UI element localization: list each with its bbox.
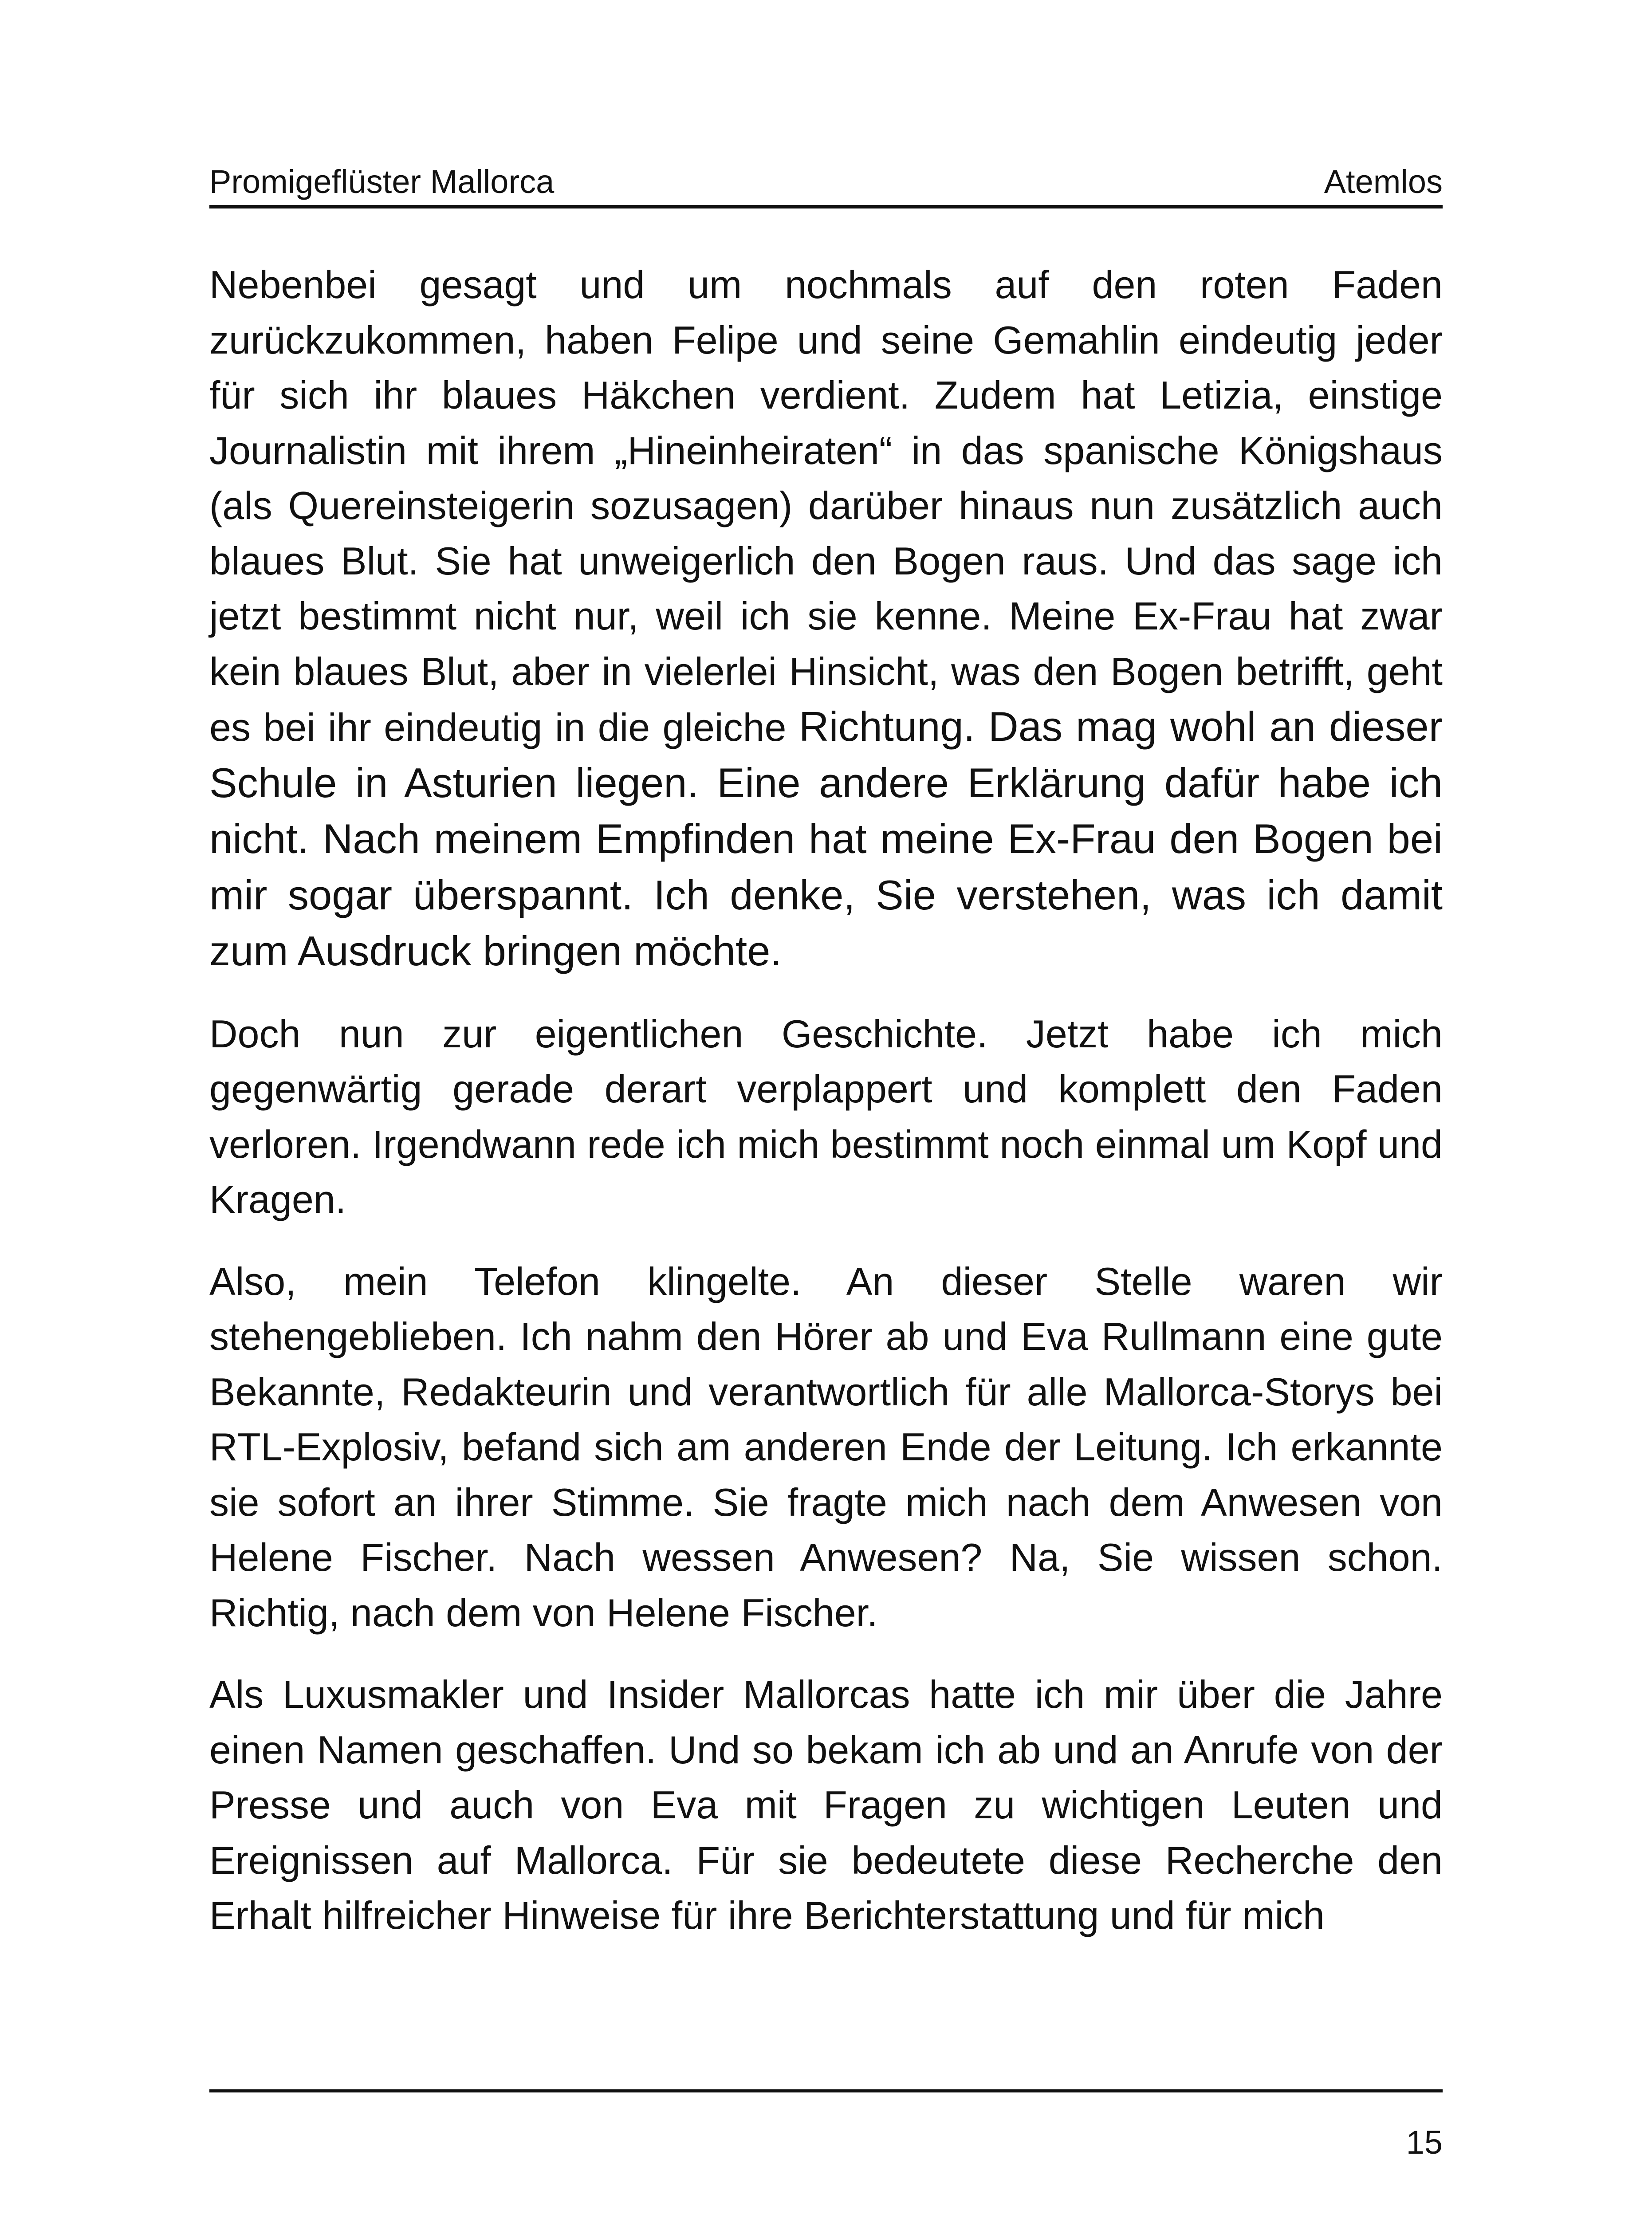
- header-book-title: Promigeflüster Mallorca: [209, 163, 555, 200]
- header-chapter-title: Atemlos: [1324, 163, 1443, 200]
- paragraph-1-part-2: Richtung. Das mag wohl an dieser Schule in Asturien liegen. Eine andere Erklärung dafür habe ich nicht. Nach meinem Empfinden hat meine Ex-Frau den Bogen bei mir sogar überspannt. Ich denke, Sie verstehen, was ich damit zum Ausdruck bringen möchte.: [209, 703, 1443, 974]
- paragraph-1-part-1: Nebenbei gesagt und um nochmals auf den roten Faden zurückzukommen, haben Felipe und seine Gemahlin eindeutig jeder für sich ihr blaues Häkchen verdient. Zudem hat Letizia, einstige Journalistin mit ihrem „Hineinheiraten“ in das spanische Königshaus (als Quereinsteigerin sozusagen) darüber hinaus nun zusätzlich auch blaues Blut. Sie hat unweigerlich den Bogen raus. Und das sage ich jetzt bestimmt nicht nur, weil ich sie kenne. Meine Ex-Frau hat zwar kein blaues Blut, aber in vielerlei Hinsicht, was den Bogen betrifft, geht es bei ihr eindeutig in die gleiche: [209, 263, 1443, 749]
- page-number: 15: [1406, 2124, 1443, 2161]
- header-divider: [209, 205, 1443, 208]
- running-header: [209, 151, 1443, 213]
- paragraph-1: [209, 257, 1443, 980]
- page-body: [209, 257, 1443, 1970]
- paragraph-4: Als Luxusmakler und Insider Mallorcas hatte ich mir über die Jahre einen Namen geschaffen. Und so bekam ich ab und an Anrufe von der Presse und auch von Eva mit Fragen zu wichtigen Leuten und Ereignissen auf Mallorca. Für sie bedeutete diese Recherche den Erhalt hilfreicher Hinweise für ihre Berichterstattung und für mich: [209, 1672, 1443, 1937]
- paragraph-3: Also, mein Telefon klingelte. An dieser Stelle waren wir stehengeblieben. Ich nahm den Hörer ab und Eva Rullmann eine gute Bekannte, Redakteurin und verantwortlich für alle Mallorca-Storys bei RTL-Explosiv, befand sich am anderen Ende der Leitung. Ich erkannte sie sofort an ihrer Stimme. Sie fragte mich nach dem Anwesen von Helene Fischer. Nach wessen Anwesen? Na, Sie wissen schon. Richtig, nach dem von Helene Fischer.: [209, 1259, 1443, 1635]
- paragraph-2: Doch nun zur eigentlichen Geschichte. Jetzt habe ich mich gegenwärtig gerade derart verplappert und komplett den Faden verloren. Irgendwann rede ich mich bestimmt noch einmal um Kopf und Kragen.: [209, 1011, 1443, 1221]
- footer-divider: [209, 2089, 1443, 2092]
